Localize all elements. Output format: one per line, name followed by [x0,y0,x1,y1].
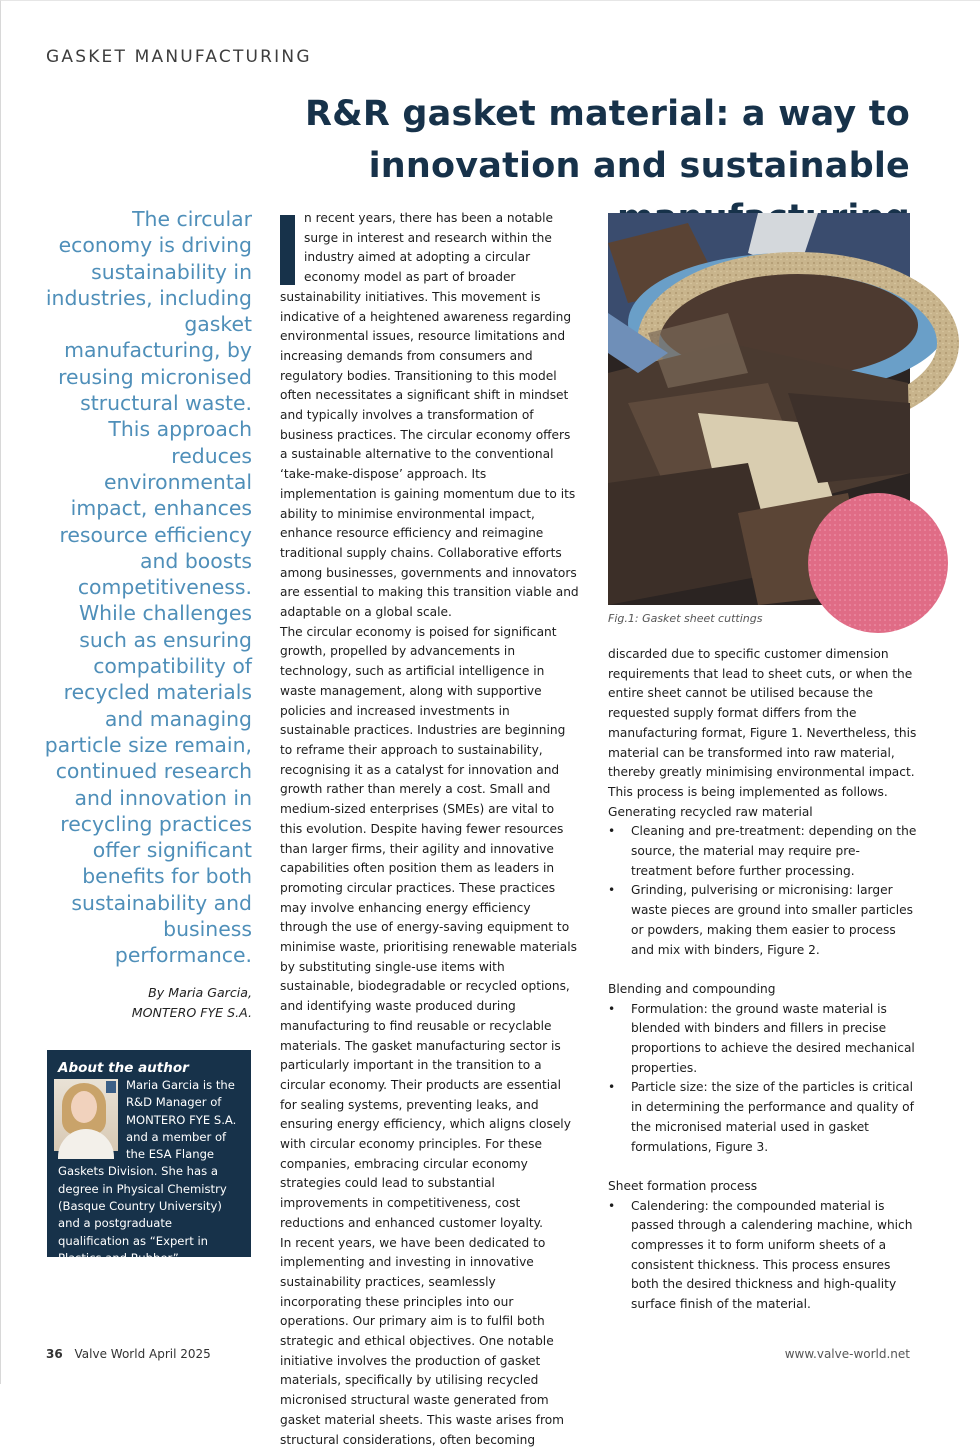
list-item: • Particle size: the size of the particles is critical in determining the performance and quality of the micronised material used in gasket formulations, Figure 3. [608,1078,918,1157]
byline-company: MONTERO FYE S.A. [131,1005,252,1020]
figure-caption: Fig.1: Gasket sheet cuttings [608,612,763,625]
byline [60,983,252,1023]
article-paragraph [280,209,580,623]
col3-intro: discarded due to specific customer dimension requirements that lead to sheet cuts, or when the entire sheet cannot be utilised because the requested supply format differs from the manufacturing format, Figure 1. Nevertheless, this material can be transformed into raw material, thereby greatly minimising environmental impact. [608,647,917,780]
article-paragraph: In recent years, we have been dedicated to implementing and investing in innovative sustainability practices, seamlessly incorporating these principles into our operations. Our primary aim is to fulfil both strategic and ethical objectives. One notable initiative involves the production of gasket materials, specifically by utilising recycled micronised structural waste generated from gasket material sheets. This waste arises from structural considerations, often becoming [280,1235,565,1447]
page-number: 36 [46,1347,63,1361]
about-author-text: Maria Garcia is the R&D Manager of MONTERO FYE S.A. and a member of the ESA Flange Gaskets Division. She has a degree in Physical Chemistry (Basque Country University) and a postgraduate qualification as “Expert in Plastics and Rubber”. [58,1078,237,1265]
section-label: GASKET MANUFACTURING [46,47,312,67]
section-heading-sheet-formation: Sheet formation process [608,1178,758,1193]
pull-quote: The circular economy is driving sustainability in industries, including gasket manufacturing, by reusing micronised structural waste. This approach reduces environmental impact, enhances resource efficiency and boosts competitiveness. While challenges such as ensuring compatibility of recycled materials and managing particle size remain, continued research and innovation in recycling practices offer significant benefits for both sustainability and business performance. [44,207,252,968]
article-body [280,209,580,1450]
gasket-cuttings-photo [608,213,910,605]
about-author-body [58,1077,243,1267]
list-item: • Calendering: the compounded material is passed through a calendering machine, which compresses it to form uniform sheets of a consistent thickness. This process ensures both the desired thickness and high-quality surface finish of the material. [608,1197,918,1315]
article-paragraph-text: n recent years, there has been a notable surge in interest and research within the industry aimed at adopting a circular economy model as part of broader sustainability initiatives. This movement is indicative of a heightened awareness regarding environmental issues, resource limitations and increasing demands from consumers and regulatory bodies. Transitioning to this model often necessitates a significant shift in mindset and typically involves a transformation of business practices. The circular economy offers a sustainable alternative to the conventional ‘take-make-dispose’ approach. Its implementation is gaining momentum due to its ability to minimise environmental impact, enhance resource efficiency and reimagine traditional supply chains. Collaborative efforts among businesses, governments and innovators are essential to making this transition viable and adaptable on a global scale. [280,211,579,620]
author-photo [54,1079,118,1151]
list-item: • Cleaning and pre-treatment: depending on the source, the material may require pre-treatment before further processing. [608,822,918,881]
figure-gasket-sheet-cuttings [608,213,910,605]
list-item: • Grinding, pulverising or micronising: larger waste pieces are ground into smaller particles or powders, making them easier to process and mix with binders, Figure 2. [608,881,918,960]
bullet-list-blending [608,1000,918,1158]
headline: R&R gasket material: a way to innovation and sustainable [305,94,910,186]
footer-left [46,1347,211,1361]
list-item: • Formulation: the ground waste material is blended with binders and fillers in precise proportions to achieve the desired mechanical properties. [608,1000,918,1079]
magazine-issue: Valve World April 2025 [74,1347,211,1361]
article-paragraph: The circular economy is poised for significant growth, propelled by advancements in technology, such as artificial intelligence in waste management, along with supportive policies and increased investments in sustainable practices. Industries are beginning to reframe their approach to sustainability, recognising it as a catalyst for innovation and growth rather than merely a cost. Small and medium-sized enterprises (SMEs) are vital to this evolution. Despite having fewer resources than larger firms, their agility and innovative capabilities often position them as leaders in promoting circular practices. These practices may involve enhancing energy efficiency through the use of energy-saving equipment to minimise waste, prioritising renewable materials by substituting single-use items with sustainable, biodegradable or recycled options, and identifying waste produced during manufacturing to find reusable or recyclable materials. The gasket manufacturing sector is particularly important in the transition to a circular economy. Their products are essential for sealing systems, preventing leaks, and ensuring energy efficiency, which aligns closely with circular economy principles. For these companies, embracing circular economy strategies could lead to substantial improvements in competitiveness, cost reductions and enhanced customer loyalty. [280,624,577,1230]
byline-author: By Maria Garcia, [148,985,252,1000]
drop-cap [280,215,295,285]
website-link[interactable]: www.valve-world.net [784,1347,910,1361]
bullet-list-sheet-formation [608,1197,918,1315]
section-heading-blending: Blending and compounding [608,981,776,996]
article-column-3 [608,645,918,1315]
section-heading-generating: Generating recycled raw material [608,804,813,819]
about-author-title: About the author [58,1060,189,1076]
col3-process-intro: This process is being implemented as follows. [608,784,888,799]
bullet-list-generating [608,822,918,960]
about-author-box [47,1050,251,1265]
